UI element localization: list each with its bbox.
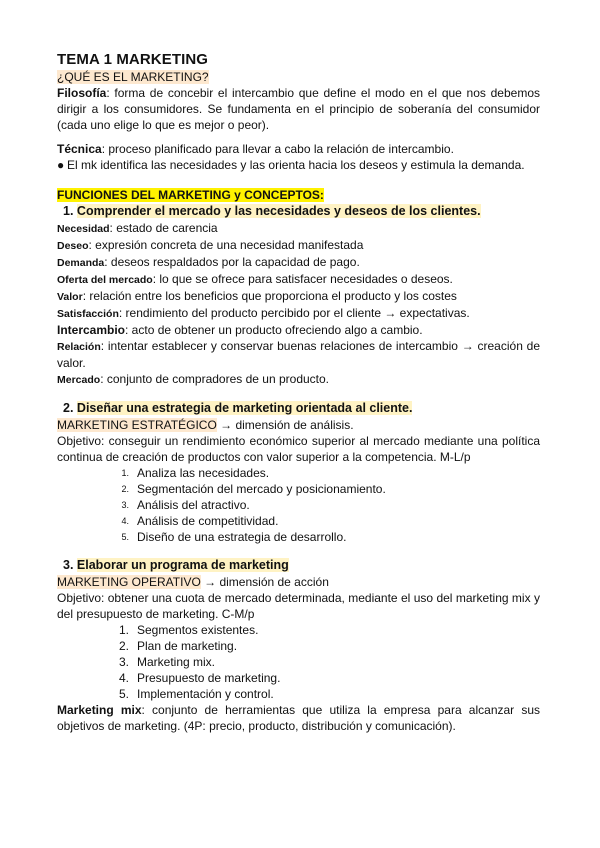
filosofia-paragraph (57, 85, 540, 133)
concept-text: : estado de carencia (109, 221, 218, 235)
tecnica-paragraph (57, 141, 540, 157)
concept-text: : conjunto de compradores de un producto. (100, 372, 330, 386)
concept-term: Oferta del mercado (57, 274, 153, 286)
concept-text: : expresión concreta de una necesidad manifestada (88, 238, 364, 252)
section3-heading (57, 557, 540, 574)
concept-term: Satisfacción (57, 308, 119, 320)
list-item: 3. Análisis del atractivo. (121, 498, 250, 512)
section3-number: 3. (63, 558, 74, 572)
list-item: 3. Marketing mix. (118, 655, 216, 669)
section3-title: Elaborar un programa de marketing (76, 558, 289, 572)
concept-term: Mercado (57, 374, 101, 386)
section3-objective: Objetivo: obtener una cuota de mercado determinada, mediante el uso del marketing mix y del presupuesto de marketing. C-M/p (57, 591, 540, 621)
concept-term: Demanda (57, 257, 105, 269)
concept-term: Relación (57, 341, 101, 353)
filosofia-text: : forma de concebir el intercambio que define el modo en el que nos debemos dirigir a los consumidores. Se fundamenta en el principio de soberanía del consumidor (cada uno elige lo que es mejor o peor). (57, 86, 540, 132)
document-page (57, 50, 540, 734)
concept-text: : deseos respaldados por la capacidad de pago. (104, 255, 360, 269)
list-item: 2. Segmentación del mercado y posicionamiento. (121, 482, 386, 496)
section2-number: 2. (63, 401, 74, 415)
concept-term: Deseo (57, 240, 89, 252)
section3-steps (57, 622, 540, 702)
marketing-mix-term: Marketing mix (57, 703, 142, 717)
list-item: 1. Segmentos existentes. (118, 623, 259, 637)
section3-label-suffix: → dimensión de acción (200, 575, 329, 589)
section1-heading (57, 203, 540, 220)
list-item: 2. Plan de marketing. (118, 639, 238, 653)
list-item: 1. Analiza las necesidades. (121, 466, 270, 480)
marketing-mix-text: : conjunto de herramientas que utiliza la empresa para alcanzar sus objetivos de marketing. (4P: precio, producto, distribución y comunicación). (57, 703, 540, 733)
concept-text: : lo que se ofrece para satisfacer necesidades o deseos. (152, 272, 453, 286)
bullet-dot-icon: ● (57, 158, 65, 172)
bullet-text: El mk identifica las necesidades y las orienta hacia los deseos y estimula la demanda. (67, 158, 525, 172)
concept-text: : rendimiento del producto percibido por el cliente → expectativas. (118, 306, 470, 320)
concept-text: : intentar establecer y conservar buenas relaciones de intercambio → creación de valor. (57, 339, 540, 370)
marketing-mix-paragraph (57, 702, 540, 734)
tecnica-term: Técnica (57, 142, 102, 156)
concept-text: : acto de obtener un producto ofreciendo algo a cambio. (125, 323, 423, 337)
section2-label: MARKETING ESTRATÉGICO (57, 418, 217, 432)
subtitle: ¿QUÉ ES EL MARKETING? (57, 70, 209, 84)
concept-list (57, 220, 540, 388)
section2-title: Diseñar una estrategia de marketing orientada al cliente. (76, 401, 413, 415)
section1-title: Comprender el mercado y las necesidades y deseos de los clientes. (76, 204, 481, 218)
page-title: TEMA 1 MARKETING (57, 51, 209, 68)
list-item: 5. Implementación y control. (118, 687, 274, 701)
section2-heading (57, 400, 540, 417)
funciones-heading: FUNCIONES DEL MARKETING y CONCEPTOS: (57, 188, 324, 202)
section2-label-suffix: → dimensión de análisis. (216, 418, 354, 432)
section1-number: 1. (63, 204, 74, 218)
filosofia-term: Filosofía (57, 86, 107, 100)
concept-term: Necesidad (57, 223, 110, 235)
bullet-item (57, 157, 540, 173)
concept-term: Valor (57, 291, 83, 303)
tecnica-text: : proceso planificado para llevar a cabo la relación de intercambio. (101, 142, 454, 156)
list-item: 4. Análisis de competitividad. (121, 514, 279, 528)
section3-label: MARKETING OPERATIVO (57, 575, 201, 589)
section2-steps (57, 465, 540, 545)
list-item: 4. Presupuesto de marketing. (118, 671, 281, 685)
concept-term: Intercambio (57, 323, 126, 337)
concept-text: : relación entre los beneficios que proporciona el producto y los costes (82, 289, 457, 303)
list-item: 5. Diseño de una estrategia de desarrollo. (121, 530, 347, 544)
section2-objective: Objetivo: conseguir un rendimiento económico superior al mercado mediante una política continua de creación de productos con valor superior a la competencia. M-L/p (57, 434, 540, 464)
